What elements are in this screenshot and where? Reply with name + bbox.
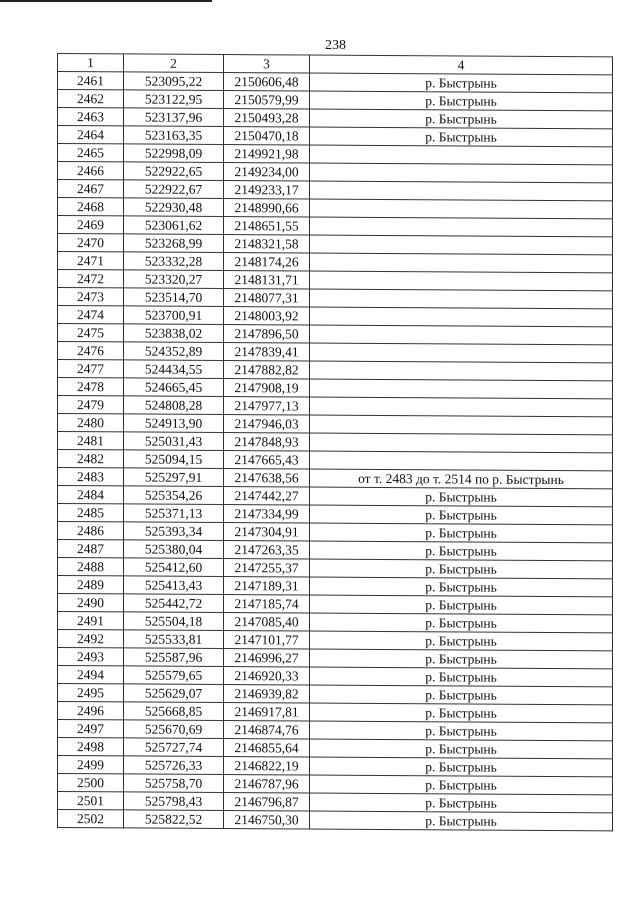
- x-coordinate-cell: 525587,96: [124, 648, 224, 667]
- description-cell: р. Быстрынь: [310, 811, 613, 831]
- point-number-cell: 2495: [58, 684, 124, 702]
- x-coordinate-cell: 523514,70: [124, 288, 224, 307]
- description-cell: р. Быстрынь: [310, 667, 613, 687]
- y-coordinate-cell: 2147263,35: [224, 541, 310, 560]
- x-coordinate-cell: 524913,90: [124, 414, 224, 433]
- description-cell: [310, 397, 613, 417]
- point-number-cell: 2493: [58, 648, 124, 666]
- point-number-cell: 2496: [58, 702, 124, 720]
- description-cell: [310, 451, 613, 471]
- point-number-cell: 2482: [58, 450, 124, 468]
- point-number-cell: 2497: [58, 720, 124, 738]
- y-coordinate-cell: 2147908,19: [224, 379, 310, 398]
- y-coordinate-cell: 2146822,19: [224, 757, 310, 776]
- description-cell: [310, 199, 613, 219]
- y-coordinate-cell: 2146796,87: [224, 793, 310, 812]
- y-coordinate-cell: 2149233,17: [224, 181, 310, 200]
- point-number-cell: 2479: [58, 396, 124, 414]
- description-cell: р. Быстрынь: [310, 775, 613, 795]
- x-coordinate-cell: 525354,26: [124, 486, 224, 505]
- description-cell: р. Быстрынь: [310, 127, 613, 147]
- y-coordinate-cell: 2146996,27: [224, 649, 310, 668]
- description-cell: р. Быстрынь: [310, 505, 613, 525]
- x-coordinate-cell: 523061,62: [124, 216, 224, 235]
- description-cell: р. Быстрынь: [310, 109, 613, 129]
- description-cell: [310, 253, 613, 273]
- point-number-cell: 2476: [58, 342, 124, 360]
- y-coordinate-cell: 2147896,50: [224, 325, 310, 344]
- point-number-cell: 2469: [58, 216, 124, 234]
- header-col-3: 3: [224, 55, 310, 74]
- x-coordinate-cell: 524665,45: [124, 378, 224, 397]
- coordinates-table-wrapper: [57, 53, 612, 831]
- page-number: 238: [325, 38, 346, 53]
- table-row: [58, 810, 613, 831]
- point-number-cell: 2489: [58, 576, 124, 594]
- y-coordinate-cell: 2148131,71: [224, 271, 310, 290]
- x-coordinate-cell: 525726,33: [124, 756, 224, 775]
- y-coordinate-cell: 2147189,31: [224, 577, 310, 596]
- point-number-cell: 2502: [58, 810, 124, 828]
- y-coordinate-cell: 2150493,28: [224, 109, 310, 128]
- x-coordinate-cell: 522998,09: [124, 144, 224, 163]
- y-coordinate-cell: 2146874,76: [224, 721, 310, 740]
- point-number-cell: 2470: [58, 234, 124, 252]
- description-cell: [310, 307, 613, 327]
- y-coordinate-cell: 2147255,37: [224, 559, 310, 578]
- description-cell: [310, 433, 613, 453]
- y-coordinate-cell: 2147848,93: [224, 433, 310, 452]
- description-cell: р. Быстрынь: [310, 487, 613, 507]
- point-number-cell: 2501: [58, 792, 124, 810]
- description-cell: [310, 181, 613, 201]
- point-number-cell: 2475: [58, 324, 124, 342]
- x-coordinate-cell: 523163,35: [124, 126, 224, 145]
- x-coordinate-cell: 523320,27: [124, 270, 224, 289]
- x-coordinate-cell: 525442,72: [124, 594, 224, 613]
- description-cell: р. Быстрынь: [310, 523, 613, 543]
- description-cell: р. Быстрынь: [310, 793, 613, 813]
- description-cell: р. Быстрынь: [310, 595, 613, 615]
- coordinates-table: [57, 53, 613, 831]
- x-coordinate-cell: 523700,91: [124, 306, 224, 325]
- x-coordinate-cell: 525412,60: [124, 558, 224, 577]
- y-coordinate-cell: 2147977,13: [224, 397, 310, 416]
- point-number-cell: 2477: [58, 360, 124, 378]
- y-coordinate-cell: 2146855,64: [224, 739, 310, 758]
- x-coordinate-cell: 524434,55: [124, 360, 224, 379]
- point-number-cell: 2488: [58, 558, 124, 576]
- description-cell: р. Быстрынь: [310, 721, 613, 741]
- point-number-cell: 2461: [58, 72, 124, 90]
- x-coordinate-cell: 525579,65: [124, 666, 224, 685]
- description-cell: [310, 163, 613, 183]
- point-number-cell: 2484: [58, 486, 124, 504]
- point-number-cell: 2466: [58, 162, 124, 180]
- description-cell: [310, 361, 613, 381]
- x-coordinate-cell: 523332,28: [124, 252, 224, 271]
- point-number-cell: 2468: [58, 198, 124, 216]
- y-coordinate-cell: 2149921,98: [224, 145, 310, 164]
- description-cell: р. Быстрынь: [310, 703, 613, 723]
- description-cell: р. Быстрынь: [310, 757, 613, 777]
- description-cell: р. Быстрынь: [310, 739, 613, 759]
- y-coordinate-cell: 2150606,48: [224, 73, 310, 92]
- description-cell: [310, 235, 613, 255]
- x-coordinate-cell: 522922,65: [124, 162, 224, 181]
- description-cell: р. Быстрынь: [310, 685, 613, 705]
- x-coordinate-cell: 525413,43: [124, 576, 224, 595]
- y-coordinate-cell: 2146939,82: [224, 685, 310, 704]
- description-cell: р. Быстрынь: [310, 631, 613, 651]
- y-coordinate-cell: 2148990,66: [224, 199, 310, 218]
- y-coordinate-cell: 2147946,03: [224, 415, 310, 434]
- x-coordinate-cell: 525727,74: [124, 738, 224, 757]
- description-cell: [310, 325, 613, 345]
- x-coordinate-cell: 525094,15: [124, 450, 224, 469]
- x-coordinate-cell: 524808,28: [124, 396, 224, 415]
- description-cell: [310, 343, 613, 363]
- point-number-cell: 2480: [58, 414, 124, 432]
- point-number-cell: 2478: [58, 378, 124, 396]
- x-coordinate-cell: 525758,70: [124, 774, 224, 793]
- description-cell: [310, 271, 613, 291]
- point-number-cell: 2491: [58, 612, 124, 630]
- y-coordinate-cell: 2147304,91: [224, 523, 310, 542]
- description-cell: [310, 145, 613, 165]
- x-coordinate-cell: 525668,85: [124, 702, 224, 721]
- description-cell: [310, 379, 613, 399]
- point-number-cell: 2494: [58, 666, 124, 684]
- description-cell: р. Быстрынь: [310, 73, 613, 93]
- x-coordinate-cell: 525629,07: [124, 684, 224, 703]
- point-number-cell: 2487: [58, 540, 124, 558]
- point-number-cell: 2465: [58, 144, 124, 162]
- point-number-cell: 2486: [58, 522, 124, 540]
- x-coordinate-cell: 523122,95: [124, 90, 224, 109]
- x-coordinate-cell: 525380,04: [124, 540, 224, 559]
- x-coordinate-cell: 525297,91: [124, 468, 224, 487]
- header-col-2: 2: [124, 54, 224, 73]
- y-coordinate-cell: 2147839,41: [224, 343, 310, 362]
- x-coordinate-cell: 523838,02: [124, 324, 224, 343]
- point-number-cell: 2498: [58, 738, 124, 756]
- y-coordinate-cell: 2146750,30: [224, 811, 310, 830]
- y-coordinate-cell: 2147665,43: [224, 451, 310, 470]
- point-number-cell: 2474: [58, 306, 124, 324]
- description-cell: р. Быстрынь: [310, 91, 613, 111]
- header-col-1: 1: [58, 54, 124, 72]
- y-coordinate-cell: 2147101,77: [224, 631, 310, 650]
- point-number-cell: 2499: [58, 756, 124, 774]
- point-number-cell: 2463: [58, 108, 124, 126]
- point-number-cell: 2500: [58, 774, 124, 792]
- point-number-cell: 2472: [58, 270, 124, 288]
- x-coordinate-cell: 525393,34: [124, 522, 224, 541]
- point-number-cell: 2485: [58, 504, 124, 522]
- y-coordinate-cell: 2146920,33: [224, 667, 310, 686]
- x-coordinate-cell: 525504,18: [124, 612, 224, 631]
- x-coordinate-cell: 523095,22: [124, 72, 224, 91]
- y-coordinate-cell: 2148174,26: [224, 253, 310, 272]
- x-coordinate-cell: 525371,13: [124, 504, 224, 523]
- description-cell: [310, 415, 613, 435]
- description-cell: [310, 217, 613, 237]
- x-coordinate-cell: 524352,89: [124, 342, 224, 361]
- x-coordinate-cell: 525670,69: [124, 720, 224, 739]
- y-coordinate-cell: 2150470,18: [224, 127, 310, 146]
- x-coordinate-cell: 525533,81: [124, 630, 224, 649]
- y-coordinate-cell: 2147334,99: [224, 505, 310, 524]
- description-cell: р. Быстрынь: [310, 577, 613, 597]
- point-number-cell: 2471: [58, 252, 124, 270]
- y-coordinate-cell: 2148321,58: [224, 235, 310, 254]
- point-number-cell: 2483: [58, 468, 124, 486]
- description-cell: р. Быстрынь: [310, 613, 613, 633]
- y-coordinate-cell: 2148651,55: [224, 217, 310, 236]
- point-number-cell: 2490: [58, 594, 124, 612]
- y-coordinate-cell: 2147185,74: [224, 595, 310, 614]
- description-cell: р. Быстрынь: [310, 649, 613, 669]
- point-number-cell: 2473: [58, 288, 124, 306]
- y-coordinate-cell: 2149234,00: [224, 163, 310, 182]
- y-coordinate-cell: 2148003,92: [224, 307, 310, 326]
- x-coordinate-cell: 522922,67: [124, 180, 224, 199]
- x-coordinate-cell: 523268,99: [124, 234, 224, 253]
- y-coordinate-cell: 2150579,99: [224, 91, 310, 110]
- x-coordinate-cell: 522930,48: [124, 198, 224, 217]
- point-number-cell: 2462: [58, 90, 124, 108]
- y-coordinate-cell: 2146917,81: [224, 703, 310, 722]
- point-number-cell: 2481: [58, 432, 124, 450]
- x-coordinate-cell: 525798,43: [124, 792, 224, 811]
- y-coordinate-cell: 2146787,96: [224, 775, 310, 794]
- x-coordinate-cell: 525031,43: [124, 432, 224, 451]
- description-cell: [310, 289, 613, 309]
- description-cell: р. Быстрынь: [310, 541, 613, 561]
- point-number-cell: 2492: [58, 630, 124, 648]
- top-rule: [0, 0, 212, 2]
- point-number-cell: 2464: [58, 126, 124, 144]
- header-col-4: 4: [310, 55, 613, 75]
- x-coordinate-cell: 523137,96: [124, 108, 224, 127]
- table-body: [58, 72, 613, 831]
- description-cell: р. Быстрынь: [310, 559, 613, 579]
- y-coordinate-cell: 2147085,40: [224, 613, 310, 632]
- x-coordinate-cell: 525822,52: [124, 810, 224, 829]
- y-coordinate-cell: 2147882,82: [224, 361, 310, 380]
- y-coordinate-cell: 2147442,27: [224, 487, 310, 506]
- y-coordinate-cell: 2148077,31: [224, 289, 310, 308]
- description-cell: от т. 2483 до т. 2514 по р. Быстрынь: [310, 469, 613, 489]
- y-coordinate-cell: 2147638,56: [224, 469, 310, 488]
- point-number-cell: 2467: [58, 180, 124, 198]
